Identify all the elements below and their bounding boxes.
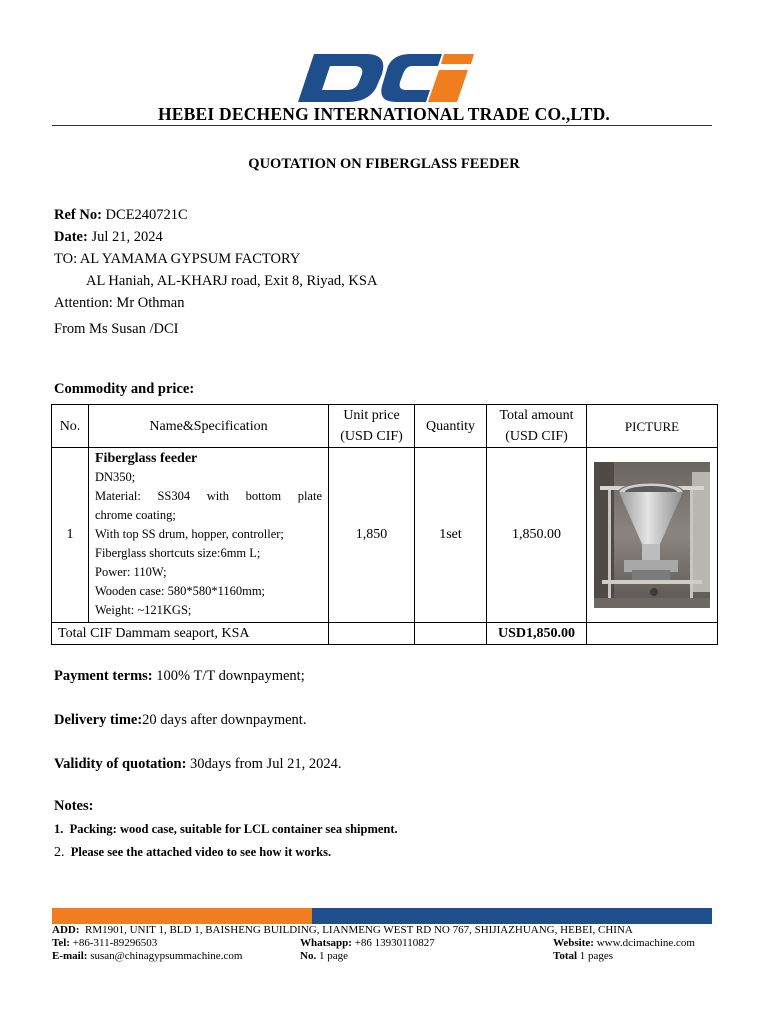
price-table bbox=[51, 404, 718, 645]
address-line: AL Haniah, AL-KHARJ road, Exit 8, Riyad, KSA bbox=[86, 273, 378, 289]
header-quantity: Quantity bbox=[415, 405, 487, 448]
header-total bbox=[487, 405, 587, 448]
total-row bbox=[52, 623, 718, 645]
header-total-line2: (USD CIF) bbox=[505, 429, 568, 444]
total-row-empty bbox=[329, 623, 415, 645]
company-name: HEBEI DECHENG INTERNATIONAL TRADE CO.,LTD. bbox=[157, 104, 610, 124]
footer-website-value[interactable]: www.dcimachine.com bbox=[596, 937, 695, 949]
footer-total-pages bbox=[553, 950, 613, 963]
row-total: 1,850.00 bbox=[487, 448, 587, 623]
note-number: 1. bbox=[54, 822, 64, 836]
row-unit-price: 1,850 bbox=[329, 448, 415, 623]
note-text: Packing: wood case, suitable for LCL container sea shipment. bbox=[69, 822, 398, 836]
ref-value: DCE240721C bbox=[105, 207, 188, 223]
ref-line bbox=[54, 205, 188, 225]
footer-page-no-value: 1 page bbox=[318, 950, 348, 962]
row-picture bbox=[587, 448, 718, 623]
to-line: TO: AL YAMAMA GYPSUM FACTORY bbox=[54, 251, 301, 267]
spec-line: Fiberglass shortcuts size:6mm L; bbox=[95, 546, 261, 560]
footer-address-label: ADD: bbox=[52, 924, 80, 936]
footer-bar-blue bbox=[312, 908, 712, 924]
header-no: No. bbox=[52, 405, 89, 448]
spec-line: Weight: ~121KGS; bbox=[95, 603, 192, 617]
spec-line: Power: 110W; bbox=[95, 565, 167, 579]
footer-tel-value: +86-311-89296503 bbox=[72, 937, 158, 949]
ref-label: Ref No: bbox=[54, 207, 102, 223]
spec-line: Material: SS304 with bottom plate bbox=[95, 489, 322, 503]
note-item bbox=[54, 845, 331, 861]
payment-terms bbox=[54, 668, 305, 685]
spec-line: Wooden case: 580*580*1160mm; bbox=[95, 584, 266, 598]
spec-line: chrome coating; bbox=[95, 508, 176, 522]
date-value: Jul 21, 2024 bbox=[91, 229, 163, 245]
footer-tel-label: Tel: bbox=[52, 937, 70, 949]
footer-website bbox=[553, 937, 695, 950]
quotation-title: QUOTATION ON FIBERGLASS FEEDER bbox=[248, 156, 520, 172]
date-line bbox=[54, 227, 163, 247]
header-total-line1: Total amount bbox=[499, 408, 574, 423]
table-row bbox=[52, 448, 718, 623]
commodity-heading: Commodity and price: bbox=[54, 381, 195, 397]
delivery-time-label: Delivery time: bbox=[54, 712, 143, 728]
footer-page-no-label: No. bbox=[300, 950, 317, 962]
header-divider bbox=[52, 125, 712, 126]
date-label: Date: bbox=[54, 229, 88, 245]
row-quantity: 1set bbox=[415, 448, 487, 623]
dci-logo bbox=[296, 52, 476, 104]
footer-whatsapp-value: +86 13930110827 bbox=[354, 937, 435, 949]
note-text: Please see the attached video to see how it works. bbox=[70, 845, 332, 859]
footer-address-value: RM1901, UNIT 1, BLD 1, BAISHENG BUILDING, LIANMENG WEST RD NO 767, SHIJIAZHUANG, HEBEI, CHINA bbox=[85, 924, 633, 936]
product-name: Fiberglass feeder bbox=[95, 451, 198, 466]
footer-whatsapp bbox=[300, 937, 435, 950]
spec-line: With top SS drum, hopper, controller; bbox=[95, 527, 284, 541]
footer-address bbox=[52, 924, 633, 937]
validity bbox=[54, 756, 341, 773]
payment-terms-label: Payment terms: bbox=[54, 668, 153, 684]
note-item bbox=[54, 822, 398, 837]
footer-website-label: Website: bbox=[553, 937, 594, 949]
footer-total-pages-value: 1 pages bbox=[579, 950, 614, 962]
spec-line: DN350; bbox=[95, 470, 136, 484]
total-row-empty bbox=[415, 623, 487, 645]
header-unit-price bbox=[329, 405, 415, 448]
notes-title: Notes: bbox=[54, 798, 94, 814]
total-row-empty bbox=[587, 623, 718, 645]
validity-label: Validity of quotation: bbox=[54, 756, 187, 772]
fiberglass-feeder-photo-icon bbox=[594, 462, 710, 608]
header-unit-price-line2: (USD CIF) bbox=[340, 429, 403, 444]
total-row-amount: USD1,850.00 bbox=[487, 623, 587, 645]
footer-whatsapp-label: Whatsapp: bbox=[300, 937, 352, 949]
footer-email bbox=[52, 950, 242, 963]
payment-terms-value: 100% T/T downpayment; bbox=[152, 668, 305, 684]
header-picture: PICTURE bbox=[587, 405, 718, 448]
header-unit-price-line1: Unit price bbox=[343, 408, 400, 423]
attention-line: Attention: Mr Othman bbox=[54, 295, 185, 311]
header-name-spec: Name&Specification bbox=[89, 405, 329, 448]
table-header-row bbox=[52, 405, 718, 448]
from-line: From Ms Susan /DCI bbox=[54, 321, 179, 337]
footer-tel bbox=[52, 937, 157, 950]
footer-email-value[interactable]: susan@chinagypsummachine.com bbox=[90, 950, 243, 962]
note-number: 2. bbox=[54, 845, 65, 860]
validity-value: 30days from Jul 21, 2024. bbox=[186, 756, 342, 772]
row-spec bbox=[89, 448, 329, 623]
delivery-time-value: 20 days after downpayment. bbox=[142, 712, 307, 728]
footer-bar-orange bbox=[52, 908, 312, 924]
row-no: 1 bbox=[52, 448, 89, 623]
delivery-time bbox=[54, 712, 306, 729]
total-row-label: Total CIF Dammam seaport, KSA bbox=[52, 623, 329, 645]
footer-total-pages-label: Total bbox=[553, 950, 578, 962]
footer-email-label: E-mail: bbox=[52, 950, 88, 962]
footer-page-no bbox=[300, 950, 348, 963]
